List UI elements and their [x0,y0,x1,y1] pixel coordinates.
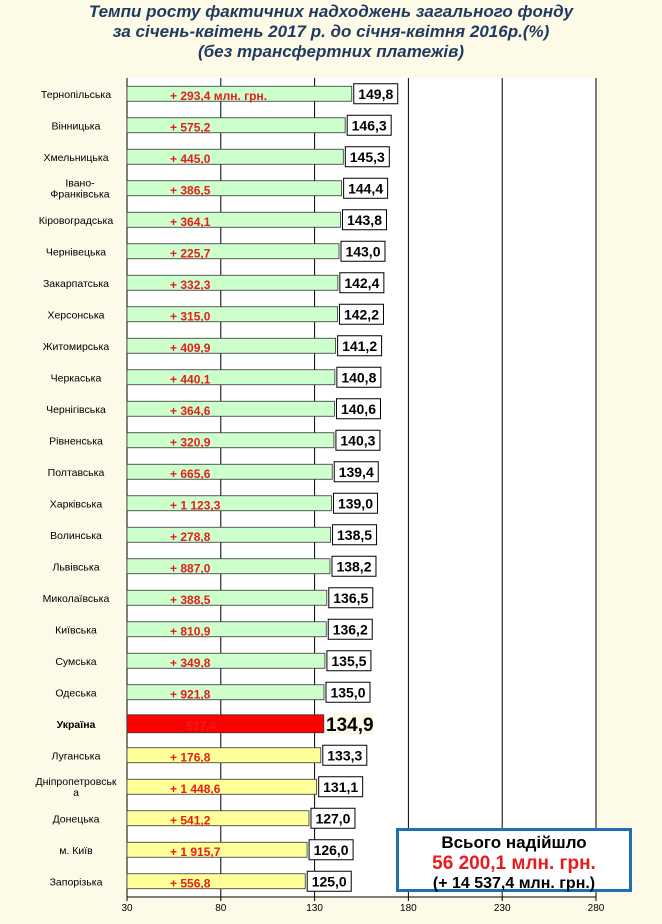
category-label: Рівненська [49,435,103,448]
increase-label: + 320,9 [170,435,211,450]
value-label: 142,2 [343,306,380,323]
bar [127,811,309,826]
increase-label: + 349,8 [170,655,211,670]
category-label: Полтавська [47,466,105,479]
bar [127,622,326,637]
category-label: Закарпатська [42,277,110,290]
increase-label: + 278,8 [170,529,211,544]
value-label: 136,2 [332,621,368,638]
category-label: Харківська [49,498,103,511]
bar [127,685,324,700]
value-label: 136,5 [333,589,369,606]
increase-label: + 388,5 [170,592,211,607]
value-label: 144,4 [348,180,384,197]
value-label: 145,3 [349,148,385,165]
value-label: 133,3 [327,747,363,764]
value-label: 140,6 [340,400,377,417]
bar [127,496,331,511]
bar [127,370,335,385]
category-label: Україна [56,718,96,731]
category-label: Чернігівська [46,403,106,416]
value-label: 139,0 [337,495,374,512]
bar [127,181,342,196]
value-label: 140,8 [341,369,377,386]
total-amount: 56 200,1 млн. грн. [432,853,596,874]
category-label: Донецька [52,813,100,826]
bar [127,527,331,542]
increase-label: + 332,3 [170,277,211,292]
bar [127,149,343,164]
bar [127,307,337,322]
bar [127,212,340,227]
bar [127,653,325,668]
value-label: 142,4 [344,274,380,291]
increase-label: + 1 915,7 [170,844,221,859]
increase-label: 537,4 [186,718,217,733]
bar [127,244,339,259]
value-label: 131,1 [323,778,359,795]
bar [127,401,334,416]
category-label: Запорізька [49,876,103,889]
bar [127,715,324,733]
value-label: 140,3 [340,432,376,449]
category-label: Вінницька [51,120,101,133]
value-label: 127,0 [315,810,351,827]
x-tick-label: 230 [493,903,511,914]
increase-label: + 293,4 млн. грн. [170,88,268,103]
value-label: 141,2 [342,337,378,354]
bar [127,118,345,133]
category-label: м. Київ [59,844,93,857]
category-label: Житомирська [42,340,110,353]
increase-label: + 409,9 [170,340,211,355]
category-label: Чернівецька [45,246,107,259]
x-tick-label: 180 [400,903,417,914]
category-label: Дніпропетровськ а [35,775,117,799]
value-label: 139,4 [338,463,374,480]
increase-label: + 810,9 [170,624,211,639]
category-label: Херсонська [47,309,105,322]
increase-label: + 364,6 [170,403,211,418]
value-label: 134,9 [326,714,374,736]
bar [127,338,336,353]
title-line-2: за січень-квітень 2017 р. до січня-квітня 2016р.(%) [112,22,550,41]
x-tick-label: 280 [587,903,605,914]
title-line-3: (без трансфертних платежів) [197,42,465,61]
title-line-1: Темпи росту фактичних надходжень загального фонду [88,2,574,21]
increase-label: + 1 448,6 [170,781,221,796]
bar [127,275,338,290]
value-label: 143,8 [346,211,383,228]
category-label: Київська [55,624,97,637]
increase-label: + 1 123,3 [170,498,221,513]
increase-label: + 887,0 [170,561,211,576]
bar [127,433,334,448]
bar [127,464,332,479]
value-label: 138,2 [336,558,372,575]
category-label: Львівська [52,561,100,574]
value-label: 125,0 [311,873,347,890]
category-label: Миколаївська [42,592,110,605]
category-label: Тернопільська [40,88,112,101]
category-label: Хмельницька [43,151,109,164]
total-label: Всього надійшло [441,833,587,852]
increase-label: + 440,1 [170,372,211,387]
category-label: Луганська [51,750,101,763]
category-label: Кіровоградська [38,214,114,227]
category-label: Сумська [55,655,97,668]
category-label: Волинська [50,529,102,542]
bar [127,590,327,605]
x-tick-label: 30 [121,903,133,914]
bar [127,748,321,763]
increase-label: + 575,2 [170,120,211,135]
increase-label: + 445,0 [170,151,211,166]
increase-label: + 921,8 [170,687,211,702]
x-tick-label: 130 [306,903,323,914]
total-increase: (+ 14 537,4 млн. грн.) [432,875,596,892]
increase-label: + 665,6 [170,466,211,481]
bar [127,559,330,574]
total-box [396,828,632,892]
increase-label: + 556,8 [170,876,211,891]
increase-label: + 541,2 [170,813,211,828]
x-tick-label: 80 [215,903,227,914]
bar [127,779,317,794]
category-label: Одеська [55,687,97,700]
increase-label: + 315,0 [170,309,211,324]
increase-label: + 225,7 [170,246,211,261]
plot-area [127,78,596,897]
increase-label: + 176,8 [170,750,211,765]
increase-label: + 386,5 [170,183,211,198]
category-label: Івано-Франківська [50,177,110,201]
value-label: 143,0 [345,243,381,260]
increase-label: + 364,1 [170,214,211,229]
value-label: 138,5 [337,526,373,543]
value-label: 146,3 [351,117,387,134]
value-label: 135,0 [330,684,366,701]
value-label: 149,8 [358,85,394,102]
bar [127,874,305,889]
category-label: Черкаська [50,372,102,385]
value-label: 126,0 [313,841,349,858]
value-label: 135,5 [331,652,367,669]
